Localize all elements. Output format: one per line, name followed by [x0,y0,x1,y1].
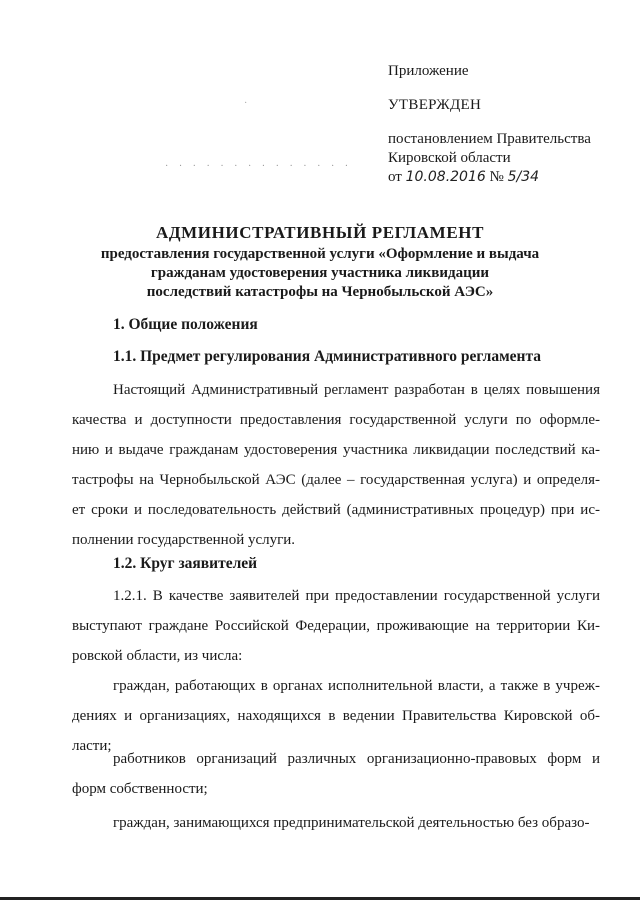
paragraph-line: выступают граждане Российской Федерации, проживающие на территории Ки- [72,618,600,634]
paragraph-line: ровской области, из числа: [72,648,243,664]
paragraph-line: граждан, работающих в органах исполнительной власти, а также в учреж- [113,678,600,694]
title-sub-3: последствий катастрофы на Чернобыльской АЭС» [146,284,494,300]
paragraph-line: 1.2.1. В качестве заявителей при предоставлении государственной услуги [113,588,600,604]
title-sub-2: гражданам удостоверения участника ликвидации [150,265,490,281]
paragraph-line: ет сроки и последовательность действий (административных процедур) при ис- [72,502,600,518]
paragraph-line: нию и выдаче гражданам удостоверения участника ликвидации последствий ка- [72,442,600,458]
paragraph-line: ласти; [72,738,112,754]
paragraph-line: тастрофы на Чернобыльской АЭС (далее – государственная услуга) и определя- [72,472,600,488]
decree-line-3 [388,168,591,187]
scan-dotted-line: · · · · · · · · · · · · · · [165,161,353,172]
paragraph-5 [72,808,600,838]
paragraph-line: качества и доступности предоставления государственной услуги по оформле- [72,412,600,428]
paragraph-line: дениях и организациях, находящихся в ведении Правительства Кировской об- [72,708,600,724]
decree-date-handwritten: 10.08.2016 [405,169,486,185]
decree-block [388,130,591,187]
decree-prefix: от [388,169,402,185]
scan-speck: · [244,98,248,109]
decree-line-1: постановлением Правительства [388,131,591,147]
appendix-label: Приложение [388,63,469,79]
decree-number-label: № [489,169,504,185]
paragraph-line: граждан, занимающихся предпринимательской деятельностью без образо- [113,815,590,831]
decree-number-handwritten: 5/34 [507,169,540,185]
page-bottom-edge [0,897,640,900]
decree-line-2: Кировской области [388,150,511,166]
paragraph-line: Настоящий Административный регламент разработан в целях повышения [113,382,600,398]
paragraph-line: работников организаций различных организационно-правовых форм и [113,751,600,767]
title-main: АДМИНИСТРАТИВНЫЙ РЕГЛАМЕНТ [155,223,485,242]
section-heading-1-2: 1.2. Круг заявителей [113,555,258,572]
approved-label: УТВЕРЖДЕН [388,97,482,113]
paragraph-2 [72,581,600,671]
section-heading-1: 1. Общие положения [113,316,258,333]
paragraph-line: полнении государственной услуги. [72,532,296,548]
paragraph-1 [72,375,600,555]
document-title [0,222,640,301]
title-sub-1: предоставления государственной услуги «Оформление и выдача [100,246,540,262]
paragraph-line: форм собственности; [72,781,208,797]
section-heading-1-1: 1.1. Предмет регулирования Административного регламента [113,348,542,365]
paragraph-4 [72,744,600,804]
